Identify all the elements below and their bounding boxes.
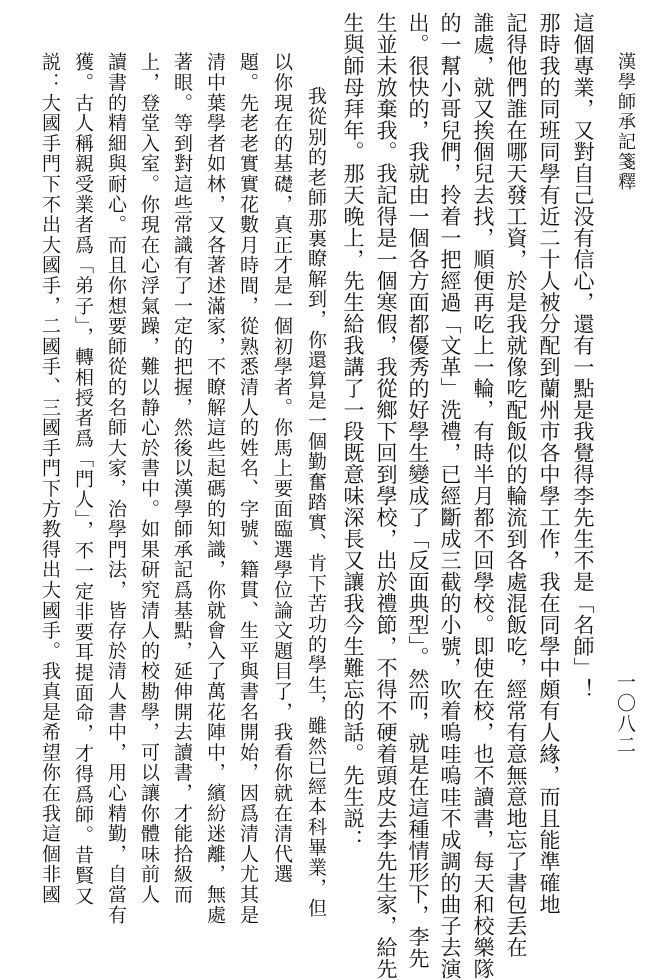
quote-line-4: 清中葉學者如林，又各著述滿家，不瞭解這些起碼的知識，你就會入了萬花陣中，繽紛迷離，無處 — [204, 52, 226, 925]
body-line-3: 記得他們誰在哪天發工資，於是我就像吃配飯似的輪流到各處混飯吃，經常有意無意地忘了書包丢在 — [504, 12, 528, 958]
quote-line-2: 以你現在的基礎，真正才是一個初學者。你馬上要面臨選學位論文題目了，我看你就在清代選 — [271, 52, 293, 885]
running-header-title: 漢學師承記箋釋 — [615, 52, 636, 192]
quote-line-5: 著眼。等到對這些常識有了一定的把握，然後以漢學師承記爲基點，延伸開去讀書，才能拾級而 — [171, 52, 193, 905]
body-line-1: 這個專業，又對自己没有信心，還有一點是我覺得李先生不是「名師」！ — [571, 12, 595, 700]
quote-line-1: 我從别的老師那裏瞭解到，你還算是一個勤奮踏實、肯下苦功的學生，雖然已經本科畢業，但 — [305, 86, 327, 919]
page-number: 一〇八二 — [614, 672, 636, 756]
quote-line-8: 獲。古人稱親受業者爲「弟子」，轉相授者爲「門人」，不一定非要耳提面命，才得爲師。昔賢又 — [72, 52, 94, 906]
body-line-7: 生並未放棄我。我記得是一個寒假，我從鄉下回到學校，出於禮節，不得不硬着頭皮去李先生家，給先 — [374, 12, 398, 980]
body-line-8: 生與師母拜年。那天晚上，先生給我講了一段既意味深長又讓我今生難忘的話。先生説： — [341, 12, 365, 851]
quote-line-7: 讀書的精細與耐心。而且你想要師從的名師大家，治學門法，皆存於清人書中，用心精勤，自當有 — [105, 52, 127, 925]
body-line-5: 的一幫小哥兒們，拎着一把經過「文革」洗禮，已經斷成三截的小號，吹着嗚哇嗚哇不成調的曲子去演 — [438, 12, 462, 980]
body-line-2: 那時我的同班同學有近二十人被分配到蘭州市各中學工作，我在同學中頗有人緣，而且能準確地 — [537, 12, 561, 915]
quote-line-6: 上，登堂入室。你現在心浮氣躁，難以静心於書中。如果研究清人的校勘學，可以讓你體味前人 — [138, 52, 160, 905]
quote-line-3: 題。先老老實實花數月時間，從熟悉清人的姓名、字號、籍貫、生平與書名開始，因爲清人尤其是 — [237, 52, 259, 925]
body-line-4: 誰處，就又挨個兒去找，順便再吃上一輪，有時半月都不回學校。即使在校，也不讀書，每天和校樂隊 — [471, 12, 495, 980]
body-line-6: 出。很快的，我就由一個各方面都優秀的好學生變成了「反面典型」。然而，就是在這種情形下，李先 — [406, 12, 430, 969]
quote-line-9: 説：大國手門下不出大國手，二國手、三國手門下方教得出大國手。我真是希望你在我這個非國 — [39, 52, 61, 905]
